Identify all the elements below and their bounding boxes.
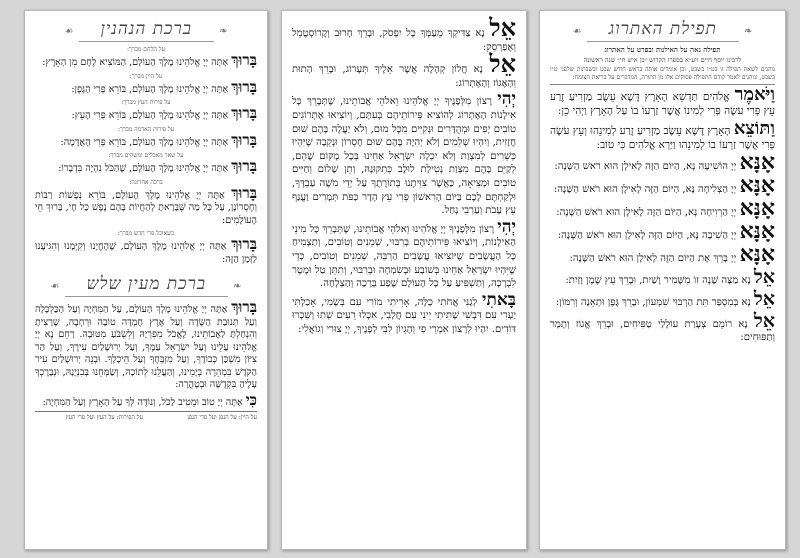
- genesis-line: [550, 84, 775, 118]
- big-word: אָנָּא: [739, 218, 775, 244]
- verse-text: נָא צַדִּיקְךָ מֵעַמְּךָ כָּל יִפְסֹק, וּבָרֵךְ חָרוּב וְקָרוֹסְטֶמֵל וְאֶפַרְסֵק:: [292, 28, 516, 53]
- big-word: בָּרוּךְ: [231, 183, 257, 202]
- big-word: אֵל: [753, 310, 775, 332]
- el-line: [550, 310, 775, 344]
- yehi-ratzon-etrog: [292, 89, 516, 217]
- ana-verses: [550, 149, 775, 267]
- ornament-icon: ❧: [744, 26, 753, 37]
- blessing-line: [35, 235, 257, 266]
- big-word: אָנָּא: [739, 149, 775, 175]
- blessing-text: אַתָּה יְיָ אֱלֹהֵינוּ מֶלֶךְ הָעוֹלָם, בּוֹרֵא פְּרִי הָאֲדָמָה:: [60, 136, 229, 148]
- big-word: כִּי: [245, 390, 257, 409]
- footer-note: על הפירות: על העץ ועל פרי העץ: [65, 414, 143, 421]
- big-word: אֵל: [753, 288, 775, 310]
- verse-text: נָא בְּמִסְפַּר תֵּת הַרְבּוּי שִׁמְעוֹן, וּבָרֵךְ גֶּפֶן וּתְאֵנָה וְרִמּוֹן:: [555, 297, 751, 308]
- el-na-line: [292, 49, 516, 90]
- genesis-line: [550, 118, 775, 152]
- blessing-text: אַתָּה יְיָ אֱלֹהֵינוּ מֶלֶךְ הָעוֹלָם, בּוֹרֵא נְפָשׁוֹת רַבּוֹת וְחֶסְרוֹנָן, עַל כָּל מַה שֶּׁבָּרָאתָ לְהַחֲיוֹת בָּהֶם נֶפֶשׁ כָּל חָי, בָּרוּךְ חֵי הָעוֹלָמִים:: [35, 189, 257, 226]
- blessing-line: [35, 104, 257, 123]
- big-word: אֵל: [753, 266, 775, 288]
- ornament-icon: ☙: [572, 26, 582, 37]
- subtitle: תפילה נאה על האילנות ובפרט על האתרוג: [604, 45, 721, 54]
- blessing-instruction: ברכה אחרונה:: [129, 178, 163, 186]
- blessing-text: אַתָּה יְיָ אֱלֹהֵינוּ מֶלֶךְ הָעוֹלָם, הַמּוֹצִיא לֶחֶם מִן הָאָרֶץ:: [42, 57, 229, 68]
- big-word: בָּרוּךְ: [231, 104, 257, 122]
- verse-text: נָא רוֹמֵם צְעָרַת עוֹלָלַי טַפִּיחִים, וּבָרֵךְ אֱגוֹז וְתָמָר וְתַפּוּחִים:: [550, 319, 775, 343]
- blessing-text: אַתָּה יְיָ אֱלֹהֵינוּ מֶלֶךְ הָעוֹלָם, בּוֹרֵא פְּרִי הָעֵץ:: [71, 110, 229, 121]
- el-na-verses-right: [550, 266, 775, 344]
- footer-note: על היין: על הגפן ועל פרי הגפן: [187, 414, 257, 421]
- footer-notes: [35, 411, 257, 422]
- big-word: בָּאתִי: [482, 289, 516, 310]
- title-etrog-prayer: תפילת האתרוג: [587, 17, 739, 42]
- right-panel: [539, 10, 786, 550]
- big-word: בָּרוּךְ: [231, 298, 257, 316]
- blessing-text: אַתָּה יְיָ אֱלֹהֵינוּ מֶלֶךְ הָעוֹלָם, שֶׁהֶחֱיָנוּ וְקִיְּמָנוּ וְהִגִּיעָנוּ לַזְּמַן הַזֶּה:: [35, 241, 257, 265]
- verse-text: יְיָ בָּרֵךְ אֶת הַיּוֹם הַזֶּה לָאִילָן הוּא רֹאשׁ הַשָּׁנָה:: [569, 253, 737, 264]
- blessing-line: [35, 183, 257, 228]
- title-banner-etrog: [550, 17, 775, 42]
- title-banner-blessings: [35, 17, 257, 42]
- ornament-icon: ☙: [64, 26, 74, 37]
- title-meein-shalosh: ברכת מעין שלש: [65, 272, 229, 297]
- ana-line: [550, 195, 775, 221]
- blessing-line: [35, 157, 257, 176]
- blessing-text: אַתָּה יְיָ אֱלֹהֵינוּ מֶלֶךְ הָעוֹלָם, שֶׁהַכֹּל נִהְיָה בִּדְבָרוֹ:: [58, 163, 229, 174]
- prayer-text: לְגַנִּי אֲחֹתִי כַלָּה, אָרִיתִי מוֹרִי עִם בְּשָׂמִי, אָכַלְתִּי יַעְרִי עִם דִּבְשִׁי שָׁתִיתִי יֵינִי עִם חֲלָבִי, אִכְלוּ רֵעִים שְׁתוּ וְשִׁכְרוּ דּוֹדִים. יִהְיוּ לְרָצוֹן אִמְרֵי פִי וְהֶגְיוֹן לִבִּי לְפָנֶיךָ, יְיָ צוּרִי וְגוֹאֲלִי:: [292, 296, 516, 335]
- big-word: בָּרוּךְ: [231, 235, 257, 253]
- verse-text: הָאָרֶץ דֶּשֶׁא עֵשֶׂב מַזְרִיעַ זֶרַע לְמִינֵהוּ וְעֵץ עֹשֶׂה פְּרִי אֲשֶׁר זַרְעוֹ בוֹ לְמִינֵהוּ וַיַּרְא אֱלֹהִים כִּי טוֹב:: [550, 125, 775, 151]
- middle-panel: [281, 10, 527, 550]
- title-banner-meein-shalosh: [35, 272, 257, 297]
- big-word: אָנָּא: [739, 172, 775, 198]
- ana-line: [550, 149, 775, 175]
- ana-line: [550, 218, 775, 244]
- el-line: [550, 266, 775, 288]
- prayer-text: רָצוֹן מִלְּפָנֶיךָ יְיָ אֱלֹהֵינוּ וֵאלֹהֵי אֲבוֹתֵינוּ, שֶׁתְּבָרֵךְ כָּל אִילָנוֹת הָאֶתְרוֹג לְהוֹצִיא פֵּירוֹתֵיהֶם בְּעִתָּם, וְיוֹצִיאוּ אֶתְרוֹגִים טוֹבִים יָפִים וּמְהֻדָּרִים וּנְקִיִּים מִכָּל מוּם, וְלֹא יַעֲלֶה בָּהֶם שׁוּם חֲזָזִית, וְיִהְיוּ שְׁלֵמִים וְלֹא יְהִיֶה בָּהֶם שׁוּם חֶסְרוֹן וּנְקֵבָה שֶׁיִּהְיוּ כְּשֵׁרִים לְמִצְוַת וְלֹא יִכְלֶה יִשְׂרָאֵל אַחֵינוּ בְּכָל מָקוֹם שֶׁהֵם, לְקַיֵּם בָּהֶם מִצְוַת נְטִילַת לוּלָב כְּתִקּוּנָהּ, וְתֵן שָׁלוֹם וְחַיִּים טוֹבִים וּמְצִיאָה, כַּאֲשֶׁר צִוִּיתָנוּ בְּתוֹרָתֶךָ עַל יְדֵי מֹשֶׁה עַבְדֶּךָ, וּלְקַחְתֶּם לָכֶם בַּיּוֹם הָרִאשׁוֹן פְּרִי עֵץ הָדָר כַּפֹּת תְּמָרִים וַעֲנַף עֵץ עָבֹת וְעַרְבֵי נָחַל.: [292, 96, 516, 217]
- meein-text: אַתָּה יְיָ טוֹב וּמֵטִיב לַכֹּל, וְנוֹדֶה לְּךָ עַל הָאָרֶץ וְעַל הַמִּחְיָה:: [42, 396, 243, 408]
- title-blessings: ברכת הנהנין: [79, 17, 214, 42]
- ornament-icon: ☙: [50, 281, 60, 292]
- big-word: בָּרוּךְ: [231, 77, 257, 96]
- big-word: וַיֹּאמֶר: [734, 84, 775, 105]
- verse-text: יְיָ הַצְלִיחָה נָּא, הַיּוֹם הַזֶּה לָאִילָן הוּא רֹאשׁ הַשָּׁנָה:: [553, 184, 737, 195]
- blessing-line: [35, 130, 257, 150]
- el-na-line: [292, 13, 516, 54]
- verse-text: יְיָ הוֹשִׁיעָה נָּא, הַיּוֹם הַזֶּה לָאִילָן הוּא רֹאשׁ הַשָּׁנָה:: [554, 161, 737, 172]
- big-word: בָּרוּךְ: [231, 157, 257, 175]
- verse-text: אֱלֹהִים תַּדְשֵׁא הָאָרֶץ דֶּשֶׁא עֵשֶׂב מַזְרִיעַ זֶרַע עֵץ פְּרִי עֹשֶׂה פְּרִי לְמִינוֹ אֲשֶׁר זַרְעוֹ בוֹ עַל הָאָרֶץ וַיְהִי כֵן:: [550, 91, 775, 117]
- big-word: וַתּוֹצֵא: [733, 118, 775, 139]
- verse-text: יְיָ הַשִׁיבָה נָּא, הַיּוֹם הַזֶּה לָאִילָן הוּא רֹאשׁ הַשָּׁנָה:: [557, 230, 737, 241]
- blessing-instruction: על הלחם מברך:: [127, 46, 165, 53]
- big-word: אֵל: [489, 49, 516, 79]
- blessing-instruction: על פירות העץ מברך:: [121, 99, 171, 106]
- meein-line: [35, 390, 257, 410]
- big-word: יְהִי: [497, 216, 516, 237]
- big-word: אֵל: [489, 13, 516, 42]
- verse-text: נָא חֲלוֹן קְהָלָה אֲשֶׁר אֵלֶיךָ תְּעָרוֹג, וּבָרֵךְ הָתוּת וְהָאֶגוֹז וְהָאֶתְרוֹג:: [292, 64, 516, 89]
- big-word: יְהִי: [497, 89, 516, 110]
- verse-text: נָא מַצָּה שָׁנָה זוֹ מִשָּׁמִיר וָשַׁיִת, וּבָרֵךְ עֵץ שֶׁמֶן וָזַיִת:: [565, 275, 751, 286]
- blessing-line: [35, 51, 257, 70]
- big-word: בָּרוּךְ: [231, 130, 257, 149]
- custom-note: נוהגים לשאת תפילה זו בט״ו בשבט, וכן אומרים אותה בראש חודש שבט ובשבתות שלפני ט״ו בשבט, ונוהגים לאמר קודם התפילה פסוקים אלו מן התורה, המדברים על בריאת הצומח:: [550, 66, 775, 81]
- blessing-line: [35, 77, 257, 97]
- meein-line: [35, 298, 257, 392]
- meein-shalosh-text: [35, 298, 257, 409]
- yehi-ratzon-trees: [292, 216, 516, 291]
- blessing-instruction: על שאר מאכלים ומשקים מברך:: [108, 152, 184, 159]
- ornament-icon: ❧: [233, 281, 242, 292]
- el-na-verses: [292, 13, 516, 90]
- verse-text: יְיָ הַרְוִיחָה נָּא, הַיּוֹם הַזֶּה לָאִילָן הוּא רֹאשׁ הַשָּׁנָה:: [556, 207, 737, 218]
- big-word: אָנָּא: [739, 195, 775, 221]
- ornament-icon: ❧: [219, 26, 228, 37]
- blessing-instruction: על היין מברך:: [129, 72, 163, 80]
- prayer-text: רָצוֹן מִלְּפָנֶיךָ יְיָ אֱלֹהֵינוּ וֵאלֹהֵי אֲבוֹתֵינוּ, שֶׁתְּבָרֵךְ כָּל מִינֵי הָאִילָנוֹת, וְיוֹצִיאוּ פֵּירוֹתֵיהֶם בְּרִבּוּי, שְׁמֵנִים וְטוֹבִים, וְתַצְמִיחַ כָּל הָעֲשָׂבִים שֶׁיּוֹצִיאוּ עֲשָׂבִים הַרְבֵּה, שְׁמֵנִים וְטוֹבִים, כְּדֵי שֶׁיִּהְיוּ יִשְׂרָאֵל אַחֵינוּ בְּשׁוֹבַע וּבְשִׂמְחָה וּבְרִבּוּי, וְתִתֵּן טַל וּמָטָר לִבְרָכָה, וְתַשְׁפִּיעַ עַל כָּל הָעוֹלָם שֶׁפַע בְּרָכָה וְהַצְלָחָה.: [292, 223, 516, 290]
- blessing-instruction: על פירות האדמה מברך:: [117, 125, 175, 133]
- bati-legani: [292, 289, 516, 337]
- ana-line: [550, 241, 775, 267]
- subtitle-source: לרבינו יוסף חיים זיע״א בספרו הקדוש ״בן איש חי״ שנה ראשונה: [583, 56, 742, 64]
- left-panel: [24, 10, 268, 550]
- el-line: [550, 288, 775, 310]
- ana-line: [550, 172, 775, 198]
- meein-text: אַתָּה יְיָ אֱלֹהֵינוּ מֶלֶךְ הָעוֹלָם, עַל הַמִּחְיָה וְעַל הַכַּלְכָּלָה וְעַל תְּנוּבַת הַשָּׂדֶה וְעַל אֶרֶץ חֶמְדָּה טוֹבָה וּרְחָבָה, שֶׁרָצִיתָ וְהִנְחַלְתָּ לַאֲבוֹתֵינוּ, לֶאֱכֹל מִפִּרְיָהּ וְלִשְׂבֹּעַ מִטּוּבָהּ. רַחֵם נָא יְיָ אֱלֹהֵינוּ עָלֵינוּ וְעַל יִשְׂרָאֵל עַמֶּךָ, וְעַל יְרוּשָׁלַיִם עִירֶךָ, וְעַל הַר צִיּוֹן מִשְׁכַּן כְּבוֹדֶךָ, וְעַל מִזְבְּחֶךָ וְעַל הֵיכָלֶךָ. וּבְנֵה יְרוּשָׁלַיִם עִיר הַקֹּדֶשׁ בִּמְהֵרָה בְיָמֵינוּ, וְהַעֲלֵנוּ לְתוֹכָהּ, וְשַׂמְּחֵנוּ בְּבִנְיָנָהּ, וּנְבָרֶכְךָ עָלֶיהָ בִּקְדֻשָּׁה וּבְטָהֳרָה:: [35, 304, 257, 390]
- blessing-text: אַתָּה יְיָ אֱלֹהֵינוּ מֶלֶךְ הָעוֹלָם, בּוֹרֵא פְּרִי הַגָּפֶן:: [71, 83, 229, 95]
- big-word: בָּרוּךְ: [231, 51, 257, 69]
- blessing-instruction: כשאוכל פרי חדש מברך:: [117, 230, 175, 237]
- big-word: אָנָּא: [739, 241, 775, 267]
- blessings-list: [35, 46, 257, 266]
- genesis-verses: [550, 84, 775, 152]
